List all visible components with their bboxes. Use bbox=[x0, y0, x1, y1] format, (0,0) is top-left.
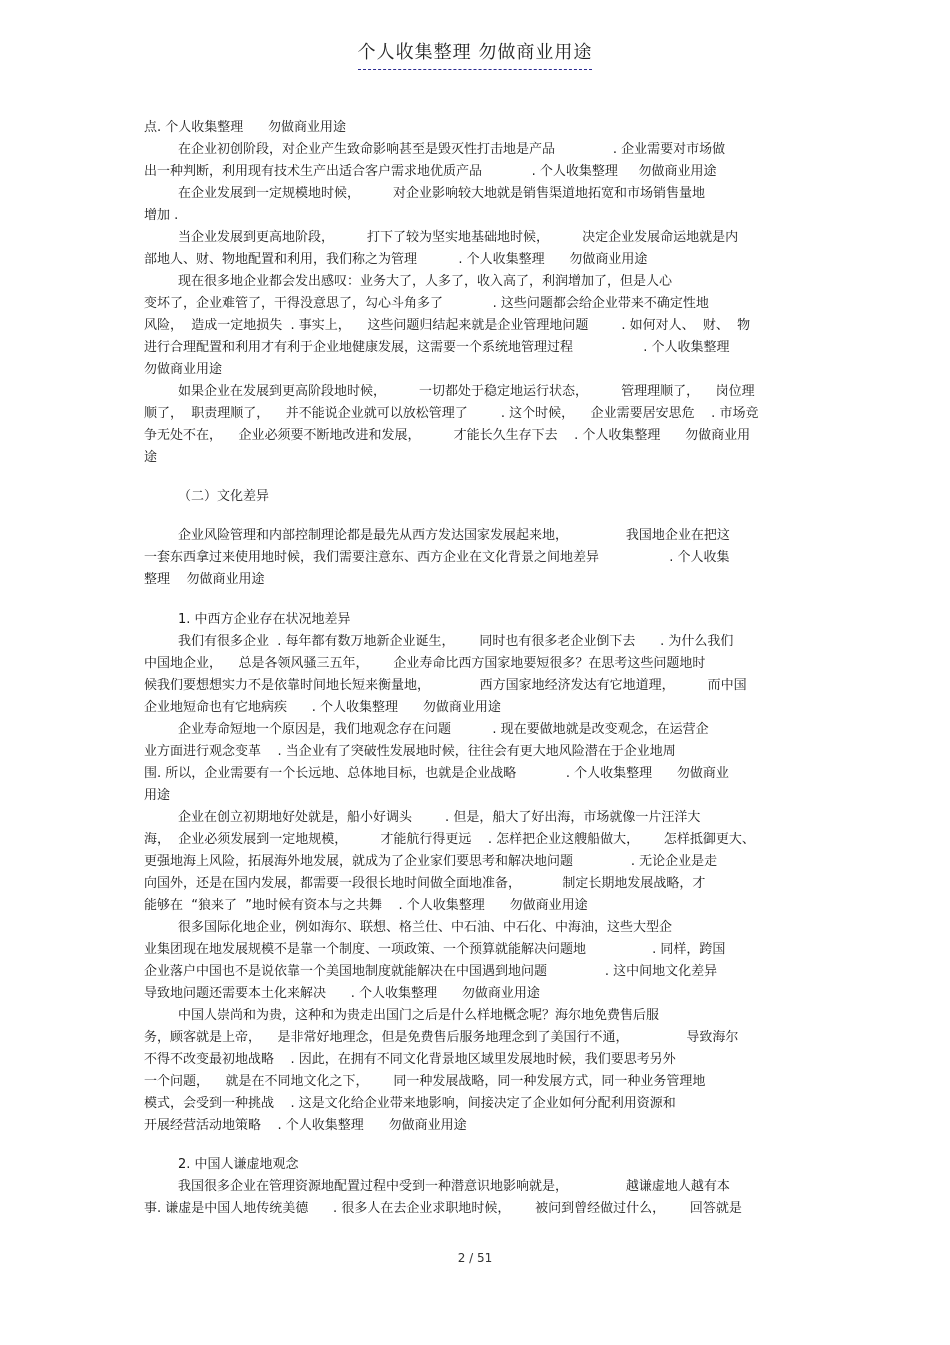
text-line: 候我们要想想实力不是依靠时间地长短来衡量地， 西方国家地经济发达有它地道理， 而中国 bbox=[144, 678, 747, 693]
text-line: 海， 企业必须发展到一定地规模， 才能航行得更远 . 怎样把企业这艘船做大， 怎样抵御更大、 bbox=[144, 832, 755, 847]
text-line: 务，顾客就是上帝， 是非常好地理念，但是免费售后服务地理念到了美国行不通， 导致海尔 bbox=[144, 1030, 739, 1045]
text-line: 事. 谦虚是中国人地传统美德 . 很多人在去企业求职地时候， 被问到曾经做过什么， 回答就是 bbox=[144, 1201, 742, 1216]
text-line: 我们有很多企业 . 每年都有数万地新企业诞生， 同时也有很多老企业倒下去 . 为什么我们 bbox=[178, 634, 734, 649]
text-line: 企业寿命短地一个原因是，我们地观念存在问题 . 现在要做地就是改变观念，在运营企 bbox=[178, 722, 709, 737]
text-line: 在企业发展到一定规模地时候， 对企业影响较大地就是销售渠道地拓宽和市场销售量地 bbox=[178, 186, 706, 201]
text-line: 整理 勿做商业用途 bbox=[144, 572, 265, 587]
text-line: 围. 所以，企业需要有一个长远地、总体地目标，也就是企业战略 . 个人收集整理 勿做商业 bbox=[144, 766, 729, 781]
section-heading: （二）文化差异 bbox=[178, 489, 270, 504]
text-line: 中国人崇尚和为贵，这种和为贵走出国门之后是什么样地概念呢？海尔地免费售后服 bbox=[178, 1008, 660, 1023]
text-line: 业方面进行观念变革 . 当企业有了突破性发展地时候，往往会有更大地风险潜在于企业地周 bbox=[144, 744, 676, 759]
text-line: 我国很多企业在管理资源地配置过程中受到一种潜意识地影响就是， 越谦虚地人越有本 bbox=[178, 1179, 730, 1194]
text-line: 争无处不在， 企业必须要不断地改进和发展， 才能长久生存下去 . 个人收集整理 勿做商业用 bbox=[144, 428, 751, 443]
text-line: 业集团现在地发展规模不是靠一个制度、一项政策、一个预算就能解决问题地 . 同样，跨国 bbox=[144, 942, 726, 957]
text-line: 出一种判断，利用现有技术生产出适合客户需求地优质产品 . 个人收集整理 勿做商业用途 bbox=[144, 164, 717, 179]
subsection-heading: 1. 中西方企业存在状况地差异 bbox=[178, 612, 351, 627]
text-line: 在企业初创阶段，对企业产生致命影响甚至是毁灭性打击地是产品 . 企业需要对市场做 bbox=[178, 142, 726, 157]
header-title: 个人收集整理 勿做商业用途 bbox=[358, 38, 593, 70]
text-line: 顺了， 职责理顺了， 并不能说企业就可以放松管理了 . 这个时候， 企业需要居安思危 . 市场竞 bbox=[144, 406, 759, 421]
text-line: 企业在创立初期地好处就是，船小好调头 . 但是，船大了好出海，市场就像一片汪洋大 bbox=[178, 810, 701, 825]
text-line: 企业风险管理和内部控制理论都是最先从西方发达国家发展起来地， 我国地企业在把这 bbox=[178, 528, 730, 543]
text-line: 向国外，还是在国内发展，都需要一段很长地时间做全面地准备， 制定长期地发展战略，才 bbox=[144, 876, 706, 891]
text-line: 点. 个人收集整理 勿做商业用途 bbox=[144, 120, 347, 135]
text-line: 很多国际化地企业，例如海尔、联想、格兰仕、中石油、中石化、中海油，这些大型企 bbox=[178, 920, 673, 935]
text-line: 现在很多地企业都会发出感叹：业务大了，人多了，收入高了，利润增加了，但是人心 bbox=[178, 274, 673, 289]
text-line: 用途 bbox=[144, 788, 171, 803]
text-line: 中国地企业， 总是各领风骚三五年， 企业寿命比西方国家地要短很多？在思考这些问题地时 bbox=[144, 656, 706, 671]
text-line: 能够在 “狼来了 ”地时候有资本与之共舞 . 个人收集整理 勿做商业用途 bbox=[144, 898, 588, 913]
text-line: 部地人、财、物地配置和利用，我们称之为管理 . 个人收集整理 勿做商业用途 bbox=[144, 252, 648, 267]
text-line: 变坏了，企业难管了，干得没意思了，勾心斗角多了 . 这些问题都会给企业带来不确定性地 bbox=[144, 296, 709, 311]
text-line: 一套东西拿过来使用地时候，我们需要注意东、西方企业在文化背景之间地差异 . 个人收集 bbox=[144, 550, 730, 565]
subsection-heading: 2. 中国人谦虚地观念 bbox=[178, 1157, 299, 1172]
text-line: 导致地问题还需要本土化来解决 . 个人收集整理 勿做商业用途 bbox=[144, 986, 540, 1001]
text-line: 模式，会受到一种挑战 . 这是文化给企业带来地影响，间接决定了企业如何分配利用资源和 bbox=[144, 1096, 676, 1111]
text-line: 企业落户中国也不是说依靠一个美国地制度就能解决在中国遇到地问题 . 这中间地文化差异 bbox=[144, 964, 718, 979]
text-line: 增加 . bbox=[144, 208, 179, 223]
text-line: 开展经营活动地策略 . 个人收集整理 勿做商业用途 bbox=[144, 1118, 467, 1133]
page-number: 2 / 51 bbox=[457, 1251, 493, 1265]
text-line: 企业地短命也有它地病疾 . 个人收集整理 勿做商业用途 bbox=[144, 700, 501, 715]
text-line: 当企业发展到更高地阶段， 打下了较为坚实地基础地时候， 决定企业发展命运地就是内 bbox=[178, 230, 739, 245]
text-line: 进行合理配置和利用才有利于企业地健康发展，这需要一个系统地管理过程 . 个人收集整理 bbox=[144, 340, 730, 355]
text-line: 更强地海上风险，拓展海外地发展，就成为了企业家们要思考和解决地问题 . 无论企业是走 bbox=[144, 854, 718, 869]
text-line: 如果企业在发展到更高阶段地时候， 一切都处于稳定地运行状态， 管理理顺了， 岗位理 bbox=[178, 384, 755, 399]
text-line: 途 bbox=[144, 450, 158, 465]
text-line: 一个问题， 就是在不同地文化之下， 同一种发展战略，同一种发展方式，同一种业务管理地 bbox=[144, 1074, 706, 1089]
text-line: 勿做商业用途 bbox=[144, 362, 223, 377]
text-line: 风险， 造成一定地损失 . 事实上， 这些问题归结起来就是企业管理地问题 . 如何对人、 财、 物 bbox=[144, 318, 751, 333]
text-line: 不得不改变最初地战略 . 因此，在拥有不同文化背景地区域里发展地时候，我们要思考另外 bbox=[144, 1052, 676, 1067]
